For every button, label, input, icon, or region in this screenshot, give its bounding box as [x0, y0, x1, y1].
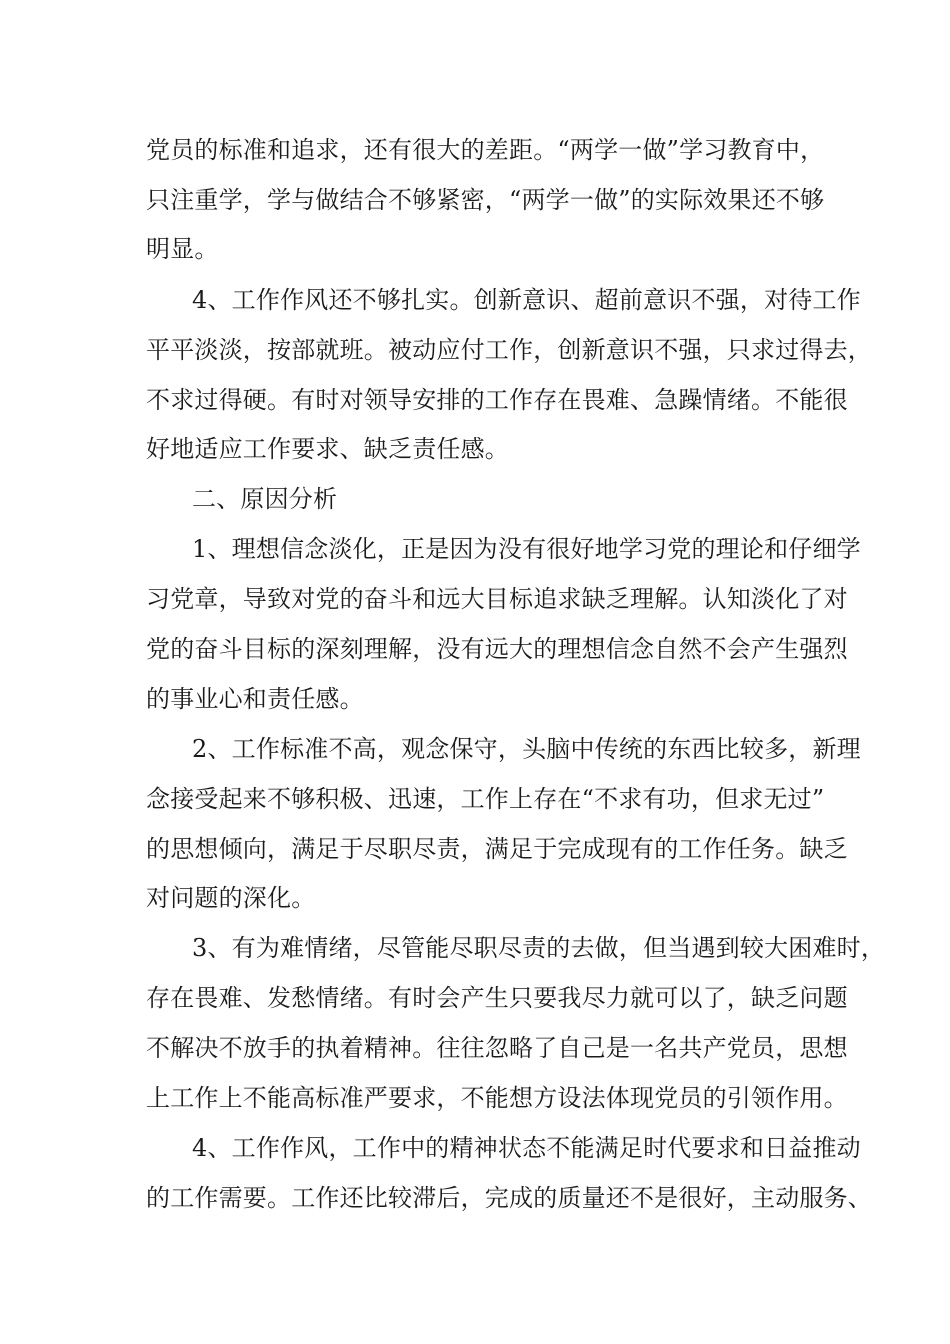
paragraph-line: 的思想倾向，满足于尽职尽责，满足于完成现有的工作任务。缺乏: [146, 835, 848, 863]
paragraph-line: 存在畏难、发愁情绪。有时会产生只要我尽力就可以了，缺乏问题: [146, 984, 848, 1012]
paragraph-line: 对问题的深化。: [146, 884, 316, 912]
paragraph-line: 只注重学，学与做结合不够紧密，“两学一做”的实际效果还不够: [146, 186, 825, 214]
paragraph-line: 的事业心和责任感。: [146, 685, 364, 713]
paragraph-line: 不求过得硬。有时对领导安排的工作存在畏难、急躁情绪。不能很: [146, 386, 848, 414]
paragraph-line: 不解决不放手的执着精神。往往忽略了自己是一名共产党员，思想: [146, 1034, 848, 1062]
paragraph-line: 明显。: [146, 235, 219, 263]
paragraph-line: 党的奋斗目标的深刻理解，没有远大的理想信念自然不会产生强烈: [146, 635, 848, 663]
paragraph-line: 3、有为难情绪，尽管能尽职尽责的去做，但当遇到较大困难时，: [192, 934, 886, 962]
paragraph-line: 2、工作标准不高，观念保守，头脑中传统的东西比较多，新理: [192, 735, 861, 763]
paragraph-line: 平平淡淡，按部就班。被动应付工作，创新意识不强，只求过得去，: [146, 336, 872, 364]
paragraph-line: 念接受起来不够积极、迅速，工作上存在“不求有功，但求无过”: [146, 785, 825, 813]
paragraph-line: 1、理想信念淡化，正是因为没有很好地学习党的理论和仔细学: [192, 535, 861, 563]
paragraph-line: 党员的标准和追求，还有很大的差距。“两学一做”学习教育中，: [146, 136, 825, 164]
paragraph-line: 4、工作作风还不够扎实。创新意识、超前意识不强，对待工作: [192, 286, 861, 314]
paragraph-line: 好地适应工作要求、缺乏责任感。: [146, 435, 509, 463]
section-heading: 二、原因分析: [192, 485, 338, 513]
paragraph-line: 上工作上不能高标准严要求，不能想方设法体现党员的引领作用。: [146, 1084, 848, 1112]
paragraph-line: 4、工作作风，工作中的精神状态不能满足时代要求和日益推动: [192, 1134, 861, 1162]
paragraph-line: 的工作需要。工作还比较滞后，完成的质量还不是很好，主动服务、: [146, 1184, 872, 1212]
paragraph-line: 习党章，导致对党的奋斗和远大目标追求缺乏理解。认知淡化了对: [146, 585, 848, 613]
